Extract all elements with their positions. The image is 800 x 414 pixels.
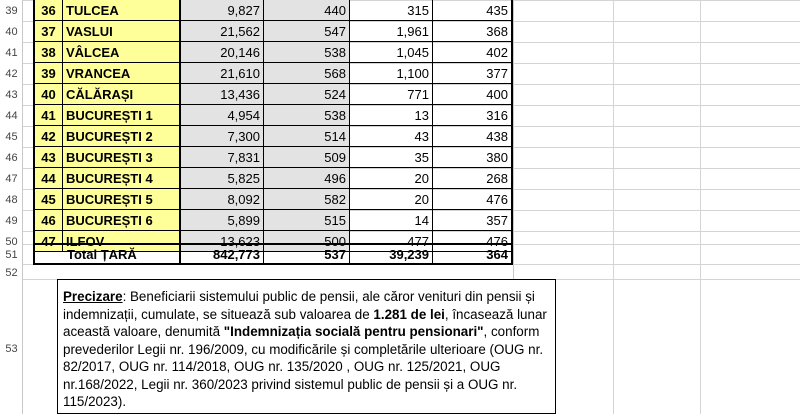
- social-allowance-count-cell[interactable]: 1,961: [350, 21, 433, 42]
- county-name-cell[interactable]: BUCUREȘTI 3: [63, 147, 181, 168]
- total-label-cell[interactable]: Total ȚARĂ: [33, 243, 181, 265]
- county-name-cell[interactable]: ILFOV: [63, 231, 181, 252]
- row-number: 50: [5, 236, 18, 248]
- beneficiaries-cell[interactable]: 8,092: [181, 189, 264, 210]
- total-average-amount-cell[interactable]: 537: [264, 243, 350, 265]
- note-text-2: , încasează lunar această valoare, denumită: [63, 306, 547, 339]
- social-allowance-amount-cell[interactable]: 435: [433, 0, 513, 21]
- county-name-cell[interactable]: VASLUI: [63, 21, 181, 42]
- social-allowance-count-cell[interactable]: 315: [350, 0, 433, 21]
- county-name-cell[interactable]: BUCUREȘTI 1: [63, 105, 181, 126]
- row-nr-cell[interactable]: 39: [33, 63, 63, 84]
- row-number: 44: [5, 110, 18, 122]
- row-nr-cell[interactable]: 36: [33, 0, 63, 21]
- social-allowance-count-cell[interactable]: 35: [350, 147, 433, 168]
- beneficiaries-cell[interactable]: 21,562: [181, 21, 264, 42]
- social-allowance-amount-cell[interactable]: 268: [433, 168, 513, 189]
- county-name-cell[interactable]: CĂLĂRAȘI: [63, 84, 181, 105]
- average-amount-cell[interactable]: 524: [264, 84, 350, 105]
- average-amount-cell[interactable]: 514: [264, 126, 350, 147]
- row-number: 49: [5, 215, 18, 227]
- social-allowance-amount-cell[interactable]: 368: [433, 21, 513, 42]
- social-allowance-count-cell[interactable]: 20: [350, 189, 433, 210]
- average-amount-cell[interactable]: 496: [264, 168, 350, 189]
- row-number: 39: [5, 5, 18, 17]
- average-amount-cell[interactable]: 547: [264, 21, 350, 42]
- row-number: 46: [5, 152, 18, 164]
- row-number: 47: [5, 173, 18, 185]
- average-amount-cell[interactable]: 440: [264, 0, 350, 21]
- social-allowance-count-cell[interactable]: 43: [350, 126, 433, 147]
- social-allowance-count-cell[interactable]: 13: [350, 105, 433, 126]
- social-allowance-amount-cell[interactable]: 377: [433, 63, 513, 84]
- county-name-cell[interactable]: BUCUREȘTI 5: [63, 189, 181, 210]
- beneficiaries-cell[interactable]: 7,300: [181, 126, 264, 147]
- total-social-allowance-amount-cell[interactable]: 364: [433, 243, 513, 265]
- county-name-cell[interactable]: BUCUREȘTI 2: [63, 126, 181, 147]
- county-name-cell[interactable]: BUCUREȘTI 6: [63, 210, 181, 231]
- average-amount-cell[interactable]: 509: [264, 147, 350, 168]
- note-cell[interactable]: [57, 279, 556, 414]
- row-number: 42: [5, 68, 18, 80]
- note-heading: Precizare: [63, 289, 123, 304]
- social-allowance-amount-cell[interactable]: 476: [433, 231, 513, 252]
- row-number: 52: [5, 267, 18, 279]
- row-nr-cell[interactable]: 47: [33, 231, 63, 252]
- note-bold-amount: 1.281 de lei: [373, 306, 445, 322]
- beneficiaries-cell[interactable]: 13,623: [181, 231, 264, 252]
- social-allowance-amount-cell[interactable]: 438: [433, 126, 513, 147]
- social-allowance-count-cell[interactable]: 1,100: [350, 63, 433, 84]
- county-name-cell[interactable]: VRANCEA: [63, 63, 181, 84]
- social-allowance-count-cell[interactable]: 1,045: [350, 42, 433, 63]
- social-allowance-count-cell[interactable]: 14: [350, 210, 433, 231]
- beneficiaries-cell[interactable]: 5,899: [181, 210, 264, 231]
- note-text-1: : Beneficiarii sistemului public de pensii, ale căror venituri din pensii și indemnizații, cumulate, se situează sub valoarea de: [63, 289, 535, 322]
- row-nr-cell[interactable]: 44: [33, 168, 63, 189]
- row-nr-cell[interactable]: 38: [33, 42, 63, 63]
- row-nr-cell[interactable]: 43: [33, 147, 63, 168]
- row-nr-cell[interactable]: 42: [33, 126, 63, 147]
- total-social-allowance-count-cell[interactable]: 39,239: [350, 243, 433, 265]
- beneficiaries-cell[interactable]: 21,610: [181, 63, 264, 84]
- social-allowance-amount-cell[interactable]: 400: [433, 84, 513, 105]
- average-amount-cell[interactable]: 582: [264, 189, 350, 210]
- row-nr-cell[interactable]: 45: [33, 189, 63, 210]
- county-name-cell[interactable]: TULCEA: [63, 0, 181, 21]
- row-number: 48: [5, 194, 18, 206]
- social-allowance-amount-cell[interactable]: 476: [433, 189, 513, 210]
- note-bold-title: "Indemnizația socială pentru pensionari": [223, 324, 484, 339]
- county-name-cell[interactable]: VÂLCEA: [63, 42, 181, 63]
- beneficiaries-cell[interactable]: 9,827: [181, 0, 264, 21]
- row-number: 53: [5, 343, 18, 355]
- row-nr-cell[interactable]: 41: [33, 105, 63, 126]
- row-nr-cell[interactable]: 46: [33, 210, 63, 231]
- social-allowance-amount-cell[interactable]: 380: [433, 147, 513, 168]
- average-amount-cell[interactable]: 538: [264, 105, 350, 126]
- average-amount-cell[interactable]: 500: [264, 231, 350, 252]
- average-amount-cell[interactable]: 515: [264, 210, 350, 231]
- row-nr-cell[interactable]: 37: [33, 21, 63, 42]
- beneficiaries-cell[interactable]: 20,146: [181, 42, 264, 63]
- row-number: 43: [5, 89, 18, 101]
- average-amount-cell[interactable]: 568: [264, 63, 350, 84]
- row-number: 40: [5, 26, 18, 38]
- beneficiaries-cell[interactable]: 5,825: [181, 168, 264, 189]
- county-name-cell[interactable]: BUCUREȘTI 4: [63, 168, 181, 189]
- social-allowance-amount-cell[interactable]: 402: [433, 42, 513, 63]
- social-allowance-count-cell[interactable]: 20: [350, 168, 433, 189]
- row-number: 51: [5, 249, 18, 261]
- beneficiaries-cell[interactable]: 13,436: [181, 84, 264, 105]
- social-allowance-amount-cell[interactable]: 357: [433, 210, 513, 231]
- row-number: 41: [5, 47, 18, 59]
- note-text-3: , conform prevederilor Legii nr. 196/2009, cu modificările și completările ulterioare (OUG nr. 82/2017, OUG nr. 114/2018, OUG nr. 135/2020 , OUG nr. 125/2021, OUG nr.168/2022, Legii nr. 360/2023 privind sistemul public de pensii și a OUG nr. 115/2023).: [63, 324, 544, 409]
- social-allowance-count-cell[interactable]: 477: [350, 231, 433, 252]
- row-nr-cell[interactable]: 40: [33, 84, 63, 105]
- social-allowance-amount-cell[interactable]: 316: [433, 105, 513, 126]
- average-amount-cell[interactable]: 538: [264, 42, 350, 63]
- social-allowance-count-cell[interactable]: 771: [350, 84, 433, 105]
- beneficiaries-cell[interactable]: 7,831: [181, 147, 264, 168]
- beneficiaries-cell[interactable]: 4,954: [181, 105, 264, 126]
- row-number: 45: [5, 131, 18, 143]
- total-beneficiaries-cell[interactable]: 842,773: [181, 243, 264, 265]
